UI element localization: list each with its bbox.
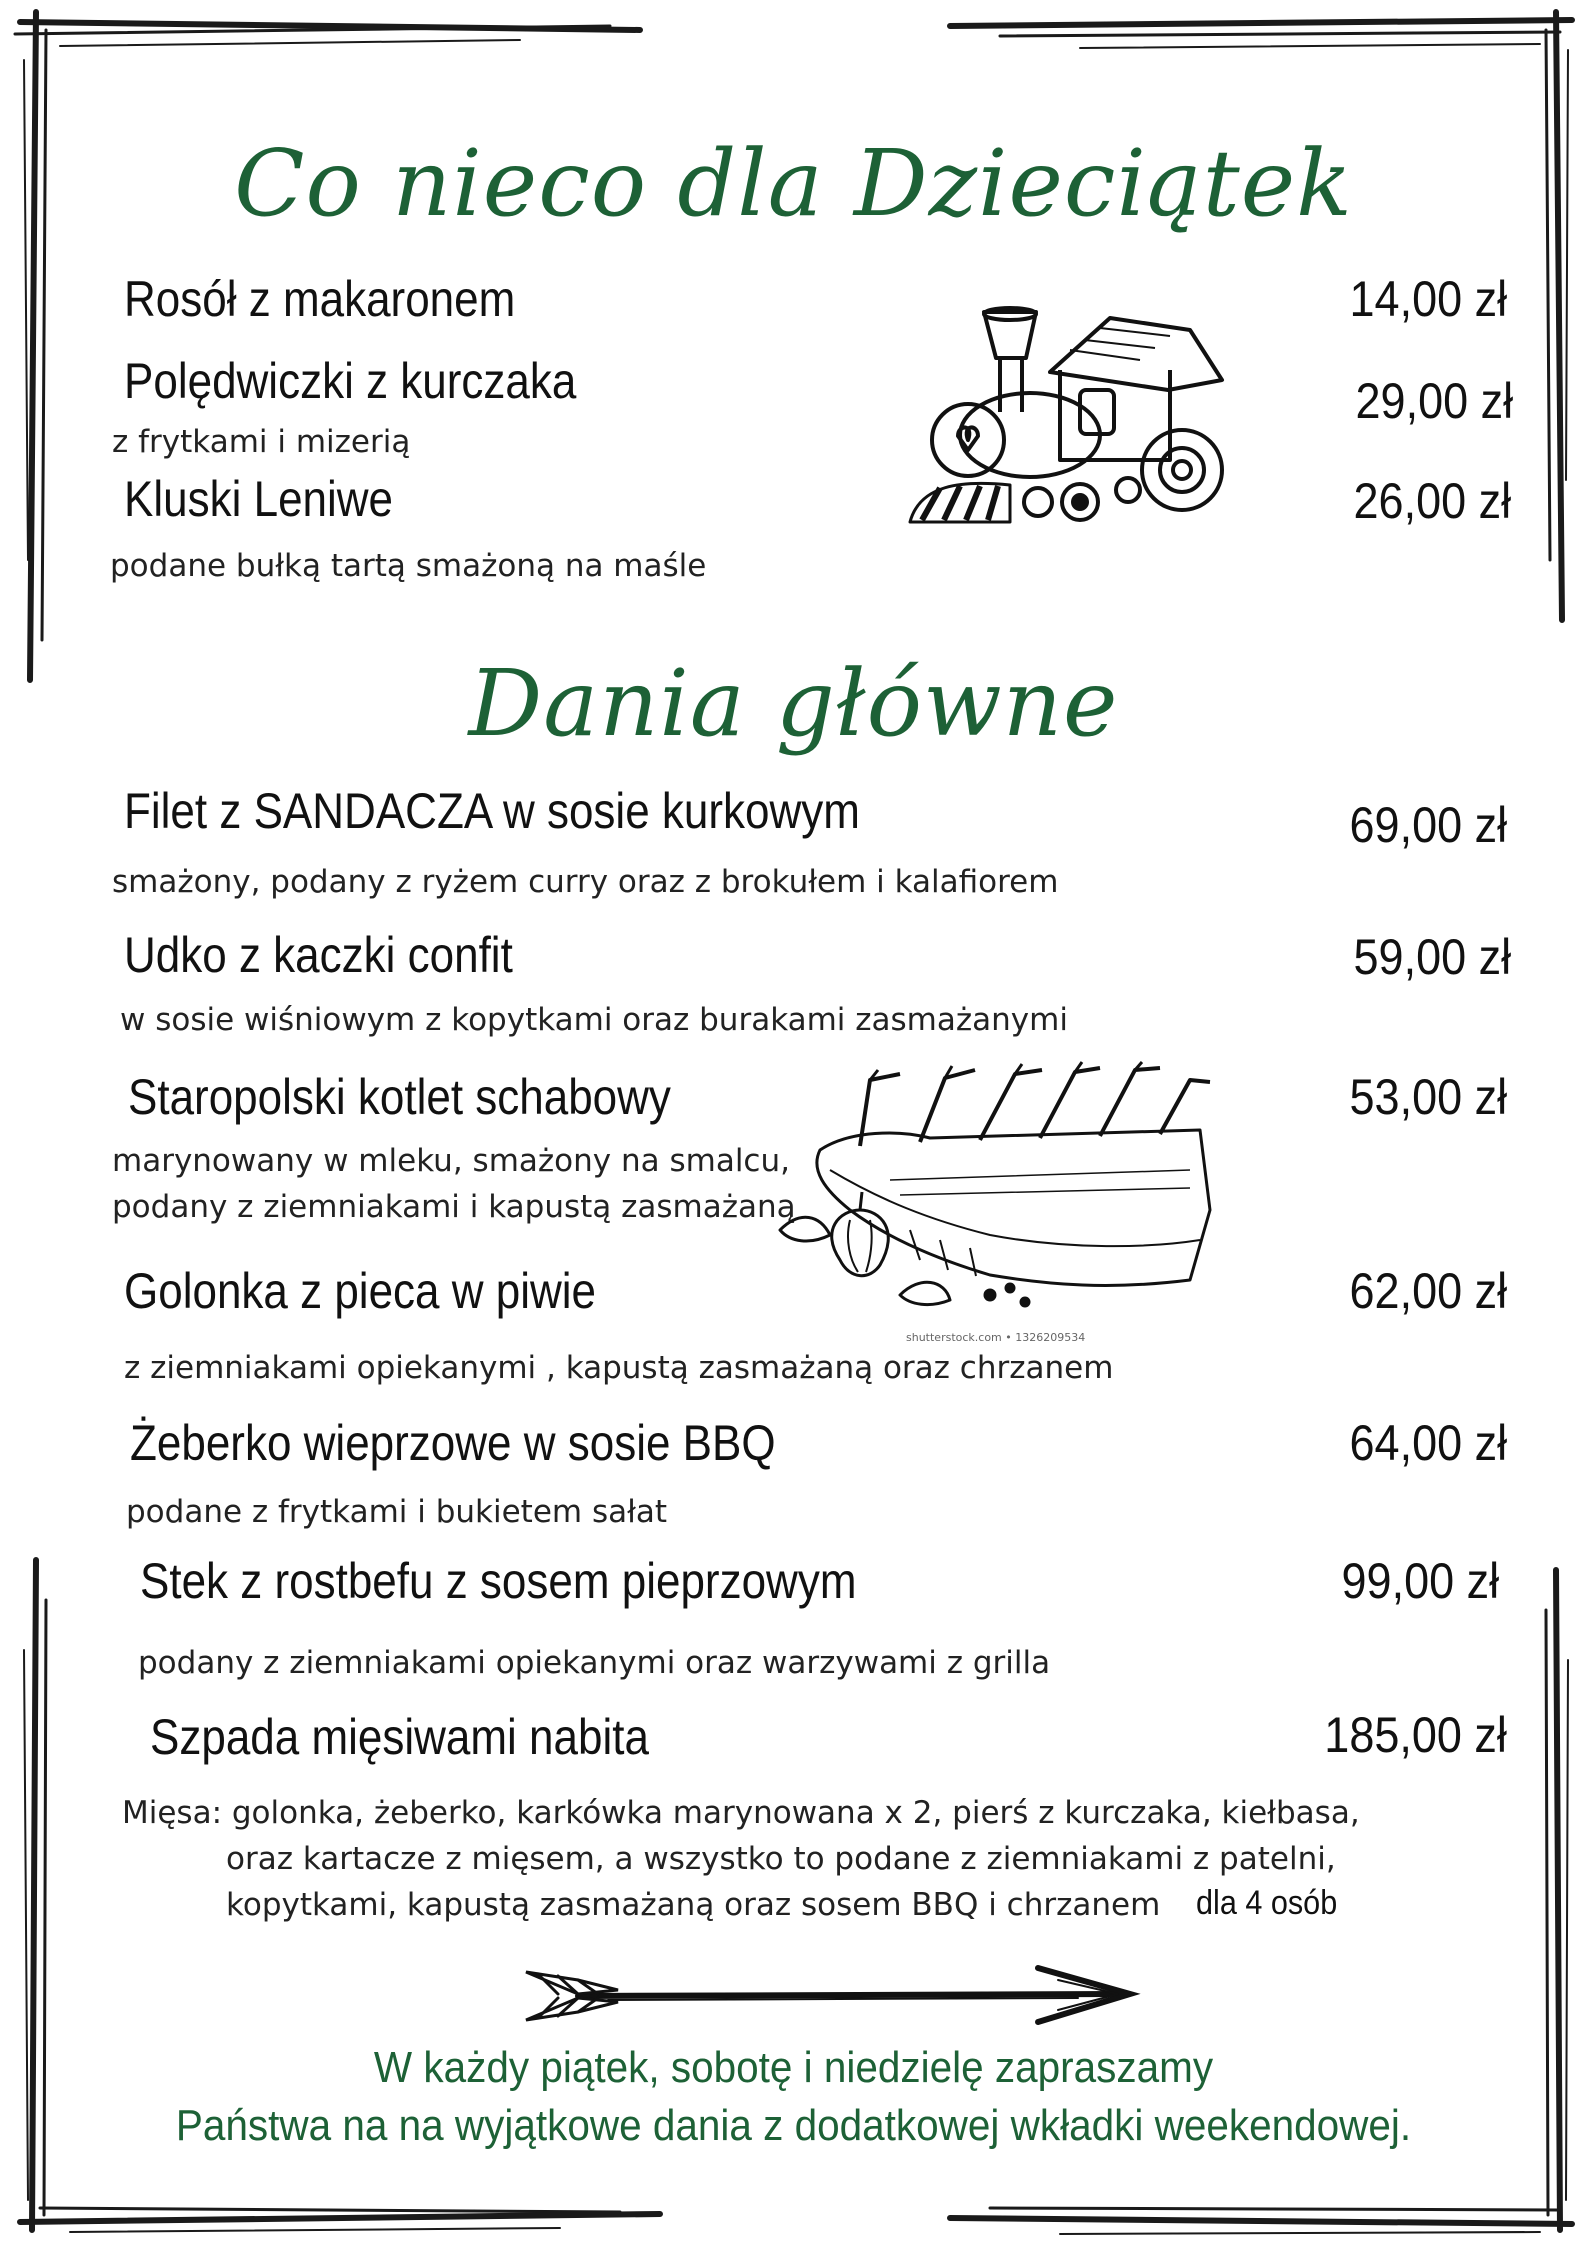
dish-price: 14,00 zł (1349, 271, 1507, 327)
dish-name: Rosół z makaronem (124, 271, 516, 327)
dish-description: z frytkami i mizerią (112, 424, 411, 460)
dish-name: Polędwiczki z kurczaka (124, 353, 577, 409)
footer-line-2: Państwa na na wyjątkowe dania z dodatkowej wkładki weekendowej. (175, 2101, 1412, 2150)
dish-name: Staropolski kotlet schabowy (128, 1069, 671, 1125)
image-credit: shutterstock.com • 1326209534 (906, 1331, 1086, 1344)
section-title-kids: Co nieco dla Dzieciątek (234, 130, 1353, 237)
dish-description: podane z frytkami i bukietem sałat (126, 1494, 668, 1530)
toy-train-icon (900, 300, 1240, 530)
dish-price: 185,00 zł (1324, 1707, 1507, 1763)
dish-price: 53,00 zł (1349, 1069, 1507, 1125)
dish-description: kopytkami, kapustą zasmażaną oraz sosem BBQ i chrzanem (226, 1887, 1161, 1923)
ribs-icon (770, 1060, 1240, 1310)
dish-description: podany z ziemniakami i kapustą zasmażaną (112, 1189, 796, 1225)
dish-description: marynowany w mleku, smażony na smalcu, (112, 1143, 790, 1179)
dish-description: w sosie wiśniowym z kopytkami oraz burakami zasmażanymi (120, 1002, 1068, 1038)
dish-description: z ziemniakami opiekanymi , kapustą zasmażaną oraz chrzanem (124, 1350, 1114, 1386)
dish-price: 62,00 zł (1349, 1263, 1507, 1319)
dish-name: Stek z rostbefu z sosem pieprzowym (140, 1553, 857, 1609)
dish-price: 99,00 zł (1341, 1553, 1499, 1609)
dish-name: Kluski Leniwe (124, 471, 394, 527)
dish-description: Mięsa: golonka, żeberko, karkówka marynowana x 2, pierś z kurczaka, kiełbasa, (122, 1795, 1360, 1831)
dish-price: 29,00 zł (1355, 373, 1513, 429)
section-title-main: Dania główne (468, 650, 1119, 757)
footer-line-1: W każdy piątek, sobotę i niedzielę zapraszamy (373, 2043, 1214, 2092)
dish-price: 26,00 zł (1353, 473, 1511, 529)
dish-price: 69,00 zł (1349, 797, 1507, 853)
dish-name: Szpada mięsiwami nabita (150, 1709, 649, 1765)
dish-name: Żeberko wieprzowe w sosie BBQ (130, 1415, 776, 1471)
dish-description: podany z ziemniakami opiekanymi oraz warzywami z grilla (138, 1645, 1051, 1681)
dish-name: Filet z SANDACZA w sosie kurkowym (124, 783, 860, 839)
arrow-divider-icon (518, 1960, 1148, 2030)
dish-description: smażony, podany z ryżem curry oraz z brokułem i kalafiorem (112, 864, 1059, 900)
dish-description: oraz kartacze z mięsem, a wszystko to podane z ziemniakami z patelni, (226, 1841, 1336, 1877)
dish-description: podane bułką tartą smażoną na maśle (110, 548, 707, 584)
dish-name: Golonka z pieca w piwie (124, 1263, 597, 1319)
serving-note: dla 4 osób (1196, 1884, 1338, 1922)
dish-name: Udko z kaczki confit (124, 927, 513, 983)
dish-price: 64,00 zł (1349, 1415, 1507, 1471)
dish-price: 59,00 zł (1353, 929, 1511, 985)
